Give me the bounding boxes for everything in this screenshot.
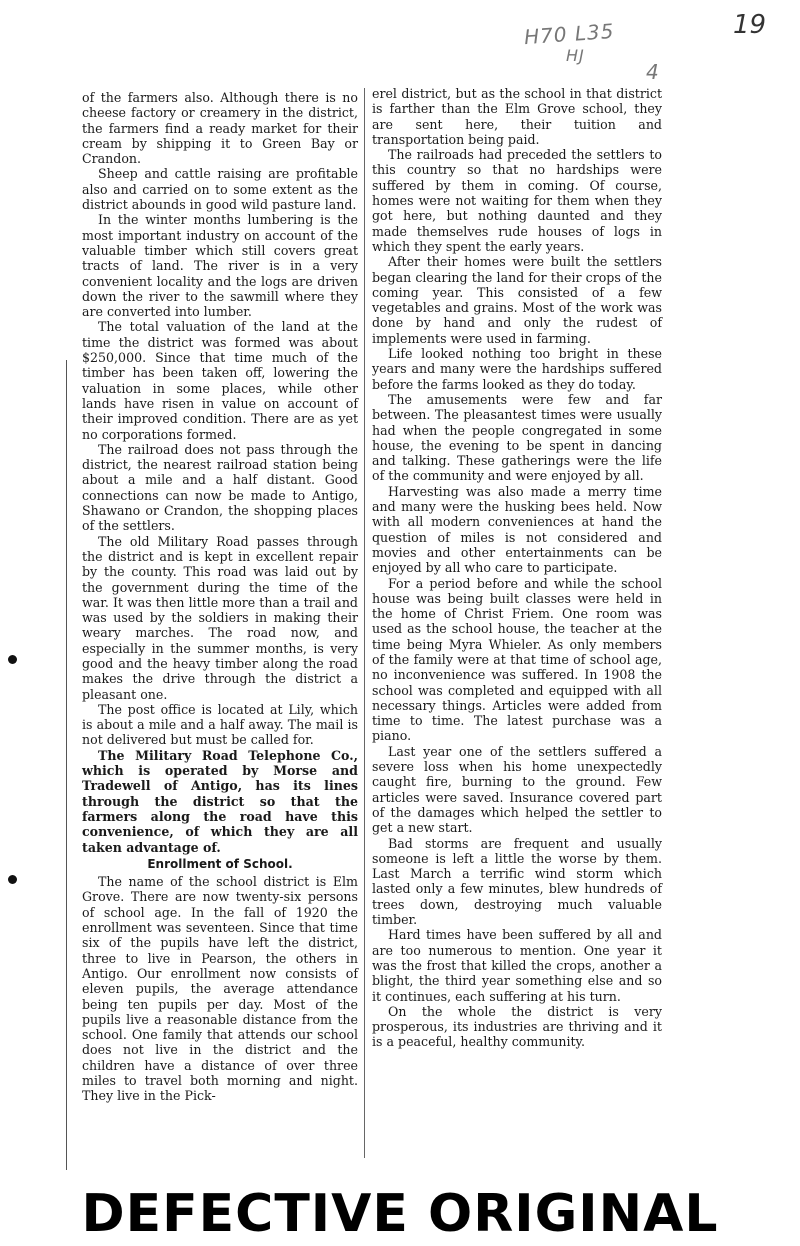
- page-number: 19: [733, 10, 767, 40]
- punch-hole-mark: [8, 655, 17, 664]
- paragraph: On the whole the district is very prosperous, its industries are thriving and it is a peaceful, healthy community.: [372, 1003, 662, 1050]
- paragraph: The old Military Road passes through the district and is kept in excellent repair by the county. This road was laid out by the government during the time of the war. It was then little more than a trail and was used by the soldiers in making their weary marches. The road now, and especially in the summer months, is very good and the heavy timber along the road makes the drive through the district a pleasant one.: [82, 533, 358, 702]
- paragraph: The railroad does not pass through the district, the nearest railroad station being about a mile and a half distant. Good connections can now be made to Antigo, Shawano or Crandon, the shopping places of the settlers.: [82, 441, 358, 534]
- paragraph: of the farmers also. Although there is no cheese factory or creamery in the district, the farmers find a ready market for their cream by shipping it to Green Bay or Crandon.: [82, 90, 358, 167]
- punch-hole-mark: [8, 875, 17, 884]
- paragraph: Bad storms are frequent and usually someone is left a little the worse by them. Last March a terrific wind storm which lasted only a few minutes, blew hundreds of trees down, destroying much valuable timber.: [372, 835, 662, 928]
- paragraph: The amusements were few and far between. The pleasantest times were usually had when the people congregated in some house, the evening to be spent in dancing and talking. These gatherings were the life of the community and were enjoyed by all.: [372, 391, 662, 484]
- paragraph: For a period before and while the school house was being built classes were held in the home of Christ Friem. One room was used as the school house, the teacher at the time being Myra Whieler. As only members of the family were at that time of school age, no inconvenience was suffered. In 1908 the school was completed and equipped with all necessary things. Articles were added from time to time. The latest purchase was a piano.: [372, 575, 662, 744]
- paragraph: Life looked nothing too bright in these years and many were the hardships suffered before the farms looked as they do today.: [372, 346, 662, 392]
- paragraph: After their homes were built the settlers began clearing the land for their crops of the coming year. This consisted of a few vegetables and grains. Most of the work was done by hand and only the rudest of implements were used in farming.: [372, 254, 662, 346]
- archive-stamp-initials: HJ: [566, 46, 585, 65]
- paragraph: Hard times have been suffered by all and are too numerous to mention. One year it was the frost that killed the crops, another a blight, the third year something else and so it continues, each suffering at his turn.: [372, 927, 662, 1004]
- archive-stamp-code: H70 L35: [523, 18, 616, 50]
- telephone-paragraph: The Military Road Telephone Co., which is operated by Morse and Tradewell of Antigo, has its lines through the district so that the farmers along the road have this convenience, of which they are all taken advantage of.: [82, 747, 358, 855]
- archive-stamp-number: 4: [646, 60, 660, 84]
- paragraph: Sheep and cattle raising are profitable also and carried on to some extent as the district abounds in good wild pasture land.: [82, 166, 358, 213]
- column-rule-center: [364, 88, 365, 1158]
- enrollment-paragraph: The name of the school district is Elm Grove. There are now twenty-six persons of school age. In the fall of 1920 the enrollment was seventeen. Since that time six of the pupils have left the district, three to live in Pearson, the others in Antigo. Our enrollment now consists of eleven pupils, the average attendance being ten pupils per day. Most of the pupils live a reasonable distance from the school. One family that attends our school does not live in the district and the children have a distance of over three miles to travel both morning and night. They live in the Pick-: [82, 874, 358, 1104]
- enrollment-heading: Enrollment of School.: [147, 856, 293, 871]
- left-column: [82, 90, 358, 1104]
- paragraph: The total valuation of the land at the time the district was formed was about $250,000. Since that time much of the timber has been taken off, lowering the valuation in some places, while other lands have risen in value on account of their improved condition. There are as yet no corporations formed.: [82, 319, 358, 442]
- paragraph: In the winter months lumbering is the most important industry on account of the valuable timber which still covers great tracts of land. The river is in a very convenient locality and the logs are driven down the river to the sawmill where they are converted into lumber.: [82, 212, 358, 320]
- defective-original-banner: DEFECTIVE ORIGINAL: [81, 1184, 719, 1244]
- right-column: [372, 86, 662, 1050]
- paragraph: The post office is located at Lily, which is about a mile and a half away. The mail is not delivered but must be called for.: [82, 701, 358, 748]
- paragraph: Last year one of the settlers suffered a severe loss when his home unexpectedly caught fire, burning to the ground. Few articles were saved. Insurance covered part of the damages which helped the settler to get a new start.: [372, 743, 662, 836]
- paragraph: The railroads had preceded the settlers to this country so that no hardships were suffered by them in coming. Of course, homes were not waiting for them when they got here, but nothing daunted and they made themselves rude houses of logs in which they spent the early years.: [372, 147, 662, 254]
- paragraph: erel district, but as the school in that district is farther than the Elm Grove school, they are sent here, their tuition and transportation being paid.: [372, 86, 662, 147]
- paragraph: Harvesting was also made a merry time and many were the husking bees held. Now with all modern conveniences at hand the question of miles is not considered and movies and other entertainments can be enjoyed by all who care to participate.: [372, 483, 662, 576]
- column-rule-left: [66, 360, 67, 1170]
